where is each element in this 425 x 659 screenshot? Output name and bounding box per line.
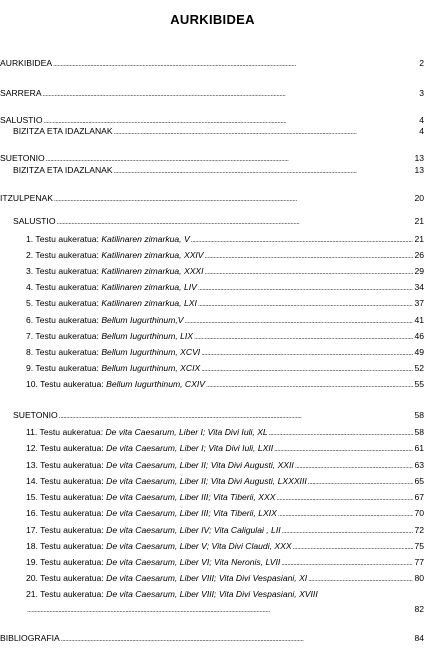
toc-entry-label xyxy=(13,164,113,177)
toc-entry-work-title: De vita Caesarum, Liber VI; Vita Neronis, LVII xyxy=(106,557,281,567)
toc-page-number: 41 xyxy=(414,315,424,325)
toc-page-number: 34 xyxy=(414,282,424,292)
toc-entry-work-title: De vita Caesarum, Liber VIII; Vita Divi Vespasiani, XI xyxy=(106,573,308,583)
toc-page-number: 61 xyxy=(414,443,424,453)
toc-dot-leader xyxy=(43,87,419,101)
toc-entry-label xyxy=(26,459,294,472)
toc-dot-leader xyxy=(27,603,413,617)
toc-entry-prefix: SALUSTIO xyxy=(13,216,56,226)
toc-entry-label xyxy=(26,572,307,585)
toc-entry-prefix: 9. Testu aukeratua: xyxy=(26,363,102,373)
toc-dot-leader xyxy=(61,632,414,646)
toc-page-number: 77 xyxy=(414,557,424,567)
toc-page-number: 63 xyxy=(414,460,424,470)
toc-page-number: 2 xyxy=(419,58,424,68)
toc-entry-prefix: 8. Testu aukeratua: xyxy=(26,347,102,357)
toc-page-number: 70 xyxy=(414,508,424,518)
toc-entry-work-title: De vita Caesarum, Liber I; Vita Divi Iuli, XL xyxy=(105,427,268,437)
toc-entry-prefix: 18. Testu aukeratua: xyxy=(26,541,107,551)
toc-entry-bibliografia[interactable] xyxy=(0,632,424,645)
toc-dot-leader xyxy=(201,362,413,376)
toc-dot-leader xyxy=(295,459,414,473)
toc-dot-leader xyxy=(194,330,413,344)
toc-entry-text-11[interactable] xyxy=(26,426,424,439)
toc-entry-text-15[interactable] xyxy=(26,491,424,504)
toc-entry-label xyxy=(26,281,197,294)
toc-entry-prefix: 6. Testu aukeratua: xyxy=(26,315,102,325)
toc-entry-salustio-bizitza[interactable] xyxy=(13,125,424,138)
toc-entry-text-12[interactable] xyxy=(26,442,424,455)
toc-entry-work-title: Katilinaren zimarkua, V xyxy=(101,234,190,244)
toc-dot-leader xyxy=(114,125,419,139)
toc-entry-text-9[interactable] xyxy=(26,362,424,375)
toc-entry-work-title: Bellum Iugurthinum, CXIV xyxy=(106,379,205,389)
toc-entry-work-title: De vita Caesarum, Liber I; Vita Divi Iuli, LXII xyxy=(106,443,274,453)
toc-entry-text-18[interactable] xyxy=(26,540,424,553)
toc-entry-label xyxy=(26,540,292,553)
toc-dot-leader xyxy=(205,265,414,279)
toc-entry-label xyxy=(26,297,197,310)
toc-page-number: 52 xyxy=(414,363,424,373)
toc-entry-label xyxy=(13,125,113,138)
toc-page-number: 21 xyxy=(414,234,424,244)
toc-entry-work-title: De vita Caesarum, Liber II; Vita Divi Augusti, XXII xyxy=(106,460,294,470)
toc-entry-label xyxy=(26,507,277,520)
toc-entry-text-1[interactable] xyxy=(26,233,424,246)
toc-entry-prefix: 15. Testu aukeratua: xyxy=(26,492,107,502)
toc-dot-leader xyxy=(278,507,414,521)
toc-entry-work-title: Bellum Iugurthinum, XCIX xyxy=(101,363,201,373)
toc-entry-prefix: AURKIBIDEA xyxy=(0,58,53,68)
toc-entry-prefix: BIZITZA ETA IDAZLANAK xyxy=(13,126,113,136)
toc-entry-prefix: SALUSTIO xyxy=(0,115,43,125)
toc-entry-prefix: 11. Testu aukeratua: xyxy=(26,427,106,437)
toc-entry-prefix: SUETONIO xyxy=(13,410,58,420)
toc-entry-text-7[interactable] xyxy=(26,330,424,343)
toc-entry-prefix: 16. Testu aukeratua: xyxy=(26,508,107,518)
toc-entry-label xyxy=(0,57,52,70)
toc-dot-leader xyxy=(293,540,414,554)
toc-page-number: 20 xyxy=(414,193,424,203)
toc-entry-work-title: De vita Caesarum, Liber III; Vita Tiberii, LXIX xyxy=(106,508,277,518)
toc-dot-leader xyxy=(308,572,413,586)
toc-page-number: 29 xyxy=(414,266,424,276)
toc-dot-leader xyxy=(54,192,413,206)
toc-entry-prefix: 3. Testu aukeratua: xyxy=(26,266,102,276)
toc-page-number: 13 xyxy=(414,153,424,163)
toc-dot-leader xyxy=(276,491,413,505)
toc-page-number: 80 xyxy=(414,573,424,583)
toc-page-number: 84 xyxy=(414,633,424,643)
toc-dot-leader xyxy=(269,426,414,440)
toc-entry-work-title: De vita Caesarum, Liber V; Vita Divi Claudi, XXX xyxy=(106,541,292,551)
toc-page-number: 49 xyxy=(414,347,424,357)
toc-entry-prefix: 5. Testu aukeratua: xyxy=(26,298,102,308)
toc-entry-itzulpenak-salustio[interactable] xyxy=(13,215,424,228)
toc-entry-text-21[interactable] xyxy=(26,588,424,601)
toc-page-number: 21 xyxy=(414,216,424,226)
toc-entry-text-5[interactable] xyxy=(26,297,424,310)
toc-entry-label xyxy=(26,346,200,359)
toc-entry-prefix: BIBLIOGRAFIA xyxy=(0,633,60,643)
toc-page-number: 46 xyxy=(414,331,424,341)
toc-entry-text-4[interactable] xyxy=(26,281,424,294)
toc-dot-leader xyxy=(57,215,414,229)
toc-entry-work-title: De vita Caesarum, Liber III; Vita Tiberii, XXX xyxy=(106,492,276,502)
toc-entry-prefix: 14. Testu aukeratua: xyxy=(26,476,107,486)
toc-dot-leader xyxy=(205,249,414,263)
toc-page-number: 26 xyxy=(414,250,424,260)
toc-entry-prefix: 4. Testu aukeratua: xyxy=(26,282,102,292)
toc-entry-prefix: 19. Testu aukeratua: xyxy=(26,557,107,567)
toc-entry-label xyxy=(26,249,204,262)
toc-entry-itzulpenak[interactable] xyxy=(0,192,424,205)
toc-entry-text-20[interactable] xyxy=(26,572,424,585)
toc-entry-text-8[interactable] xyxy=(26,346,424,359)
toc-entry-label xyxy=(26,588,318,601)
toc-entry-sarrera[interactable] xyxy=(0,87,424,100)
toc-entry-work-title: Katilinaren zimarkua, XXIV xyxy=(101,250,204,260)
toc-entry-prefix: 2. Testu aukeratua: xyxy=(26,250,102,260)
toc-dot-leader xyxy=(191,233,414,247)
toc-entry-label xyxy=(26,314,184,327)
toc-entry-work-title: De vita Caesarum, Liber VIII; Vita Divi Vespasiani, XVIII xyxy=(106,589,318,599)
toc-dot-leader xyxy=(308,475,414,489)
toc-entry-prefix: 21. Testu aukeratua: xyxy=(26,589,107,599)
toc-entry-label xyxy=(26,442,273,455)
toc-entry-work-title: Bellum Iugurthinum, LIX xyxy=(101,331,194,341)
toc-entry-label xyxy=(26,556,280,569)
toc-dot-leader xyxy=(59,409,414,423)
toc-dot-leader xyxy=(281,556,413,570)
toc-entry-prefix: 10. Testu aukeratua: xyxy=(26,379,107,389)
toc-entry-prefix: ITZULPENAK xyxy=(0,193,54,203)
toc-entry-work-title: Bellum Iugurthinum,V xyxy=(101,315,184,325)
toc-page-number: 3 xyxy=(419,88,424,98)
toc-entry-label xyxy=(0,87,42,100)
toc-entry-prefix: 20. Testu aukeratua: xyxy=(26,573,107,583)
toc-entry-prefix: 13. Testu aukeratua: xyxy=(26,460,107,470)
toc-page-number: 13 xyxy=(414,165,424,175)
toc-dot-leader xyxy=(114,164,414,178)
toc-entry-work-title: Bellum Iugurthinum, XCVI xyxy=(101,347,201,357)
toc-entry-work-title: De vita Caesarum, Liber II; Vita Divi Augusti, LXXXIII xyxy=(106,476,307,486)
toc-entry-label xyxy=(26,475,307,488)
toc-page-number: 58 xyxy=(414,427,424,437)
toc-entry-label xyxy=(26,426,268,439)
toc-entry-prefix: 17. Testu aukeratua: xyxy=(26,525,107,535)
toc-entry-prefix: 7. Testu aukeratua: xyxy=(26,331,102,341)
toc-page-number: 37 xyxy=(414,298,424,308)
toc-entry-prefix: 1. Testu aukeratua: xyxy=(26,234,102,244)
toc-entry-work-title: Katilinaren zimarkua, XXXI xyxy=(101,266,204,276)
page-title: AURKIBIDEA xyxy=(170,12,255,27)
toc-entry-text-14[interactable] xyxy=(26,475,424,488)
toc-entry-label xyxy=(13,409,58,422)
toc-entry-text-21-cont[interactable] xyxy=(26,603,424,616)
toc-entry-prefix: BIZITZA ETA IDAZLANAK xyxy=(13,165,113,175)
toc-entry-label xyxy=(0,632,60,645)
toc-dot-leader xyxy=(53,57,418,71)
toc-entry-label xyxy=(26,524,281,537)
toc-page-number: 82 xyxy=(414,604,424,614)
toc-entry-prefix: SARRERA xyxy=(0,88,42,98)
toc-page-number: 67 xyxy=(414,492,424,502)
toc-entry-prefix: SUETONIO xyxy=(0,153,45,163)
toc-page-number: 65 xyxy=(414,476,424,486)
toc-entry-text-3[interactable] xyxy=(26,265,424,278)
toc-dot-leader xyxy=(274,442,413,456)
toc-entry-label xyxy=(13,215,56,228)
toc-entry-label xyxy=(0,192,53,205)
toc-entry-suetonio-bizitza[interactable] xyxy=(13,164,424,177)
toc-page-number: 72 xyxy=(414,525,424,535)
toc-entry-label xyxy=(26,233,190,246)
toc-dot-leader xyxy=(198,281,414,295)
toc-page-number: 55 xyxy=(414,379,424,389)
toc-page-number: 58 xyxy=(414,410,424,420)
toc-entry-label xyxy=(26,265,204,278)
toc-page-number: 4 xyxy=(419,115,424,125)
toc-dot-leader xyxy=(201,346,413,360)
toc-entry-prefix: 12. Testu aukeratua: xyxy=(26,443,107,453)
toc-entry-text-16[interactable] xyxy=(26,507,424,520)
toc-entry-work-title: De vita Caesarum, Liber IV; Vita Caligulai , LII xyxy=(106,525,281,535)
toc-dot-leader xyxy=(185,314,414,328)
toc-entry-label xyxy=(26,378,205,391)
toc-dot-leader xyxy=(198,297,414,311)
toc-dot-leader xyxy=(206,378,413,392)
toc-entry-text-13[interactable] xyxy=(26,459,424,472)
toc-entry-text-19[interactable] xyxy=(26,556,424,569)
toc-entry-label xyxy=(26,362,200,375)
toc-entry-work-title: Katilinaren zimarkua, LIV xyxy=(101,282,197,292)
toc-dot-leader xyxy=(282,524,414,538)
toc-entry-aurkibidea[interactable] xyxy=(0,57,424,70)
toc-entry-text-2[interactable] xyxy=(26,249,424,262)
toc-page-number: 4 xyxy=(419,126,424,136)
toc-entry-itzulpenak-suetonio[interactable] xyxy=(13,409,424,422)
toc-page-number: 75 xyxy=(414,541,424,551)
toc-entry-work-title: Katilinaren zimarkua, LXI xyxy=(101,298,197,308)
toc-entry-label xyxy=(26,491,275,504)
toc-entry-text-17[interactable] xyxy=(26,524,424,537)
toc-entry-text-6[interactable] xyxy=(26,314,424,327)
toc-entry-label xyxy=(26,330,193,343)
toc-entry-text-10[interactable] xyxy=(26,378,424,391)
